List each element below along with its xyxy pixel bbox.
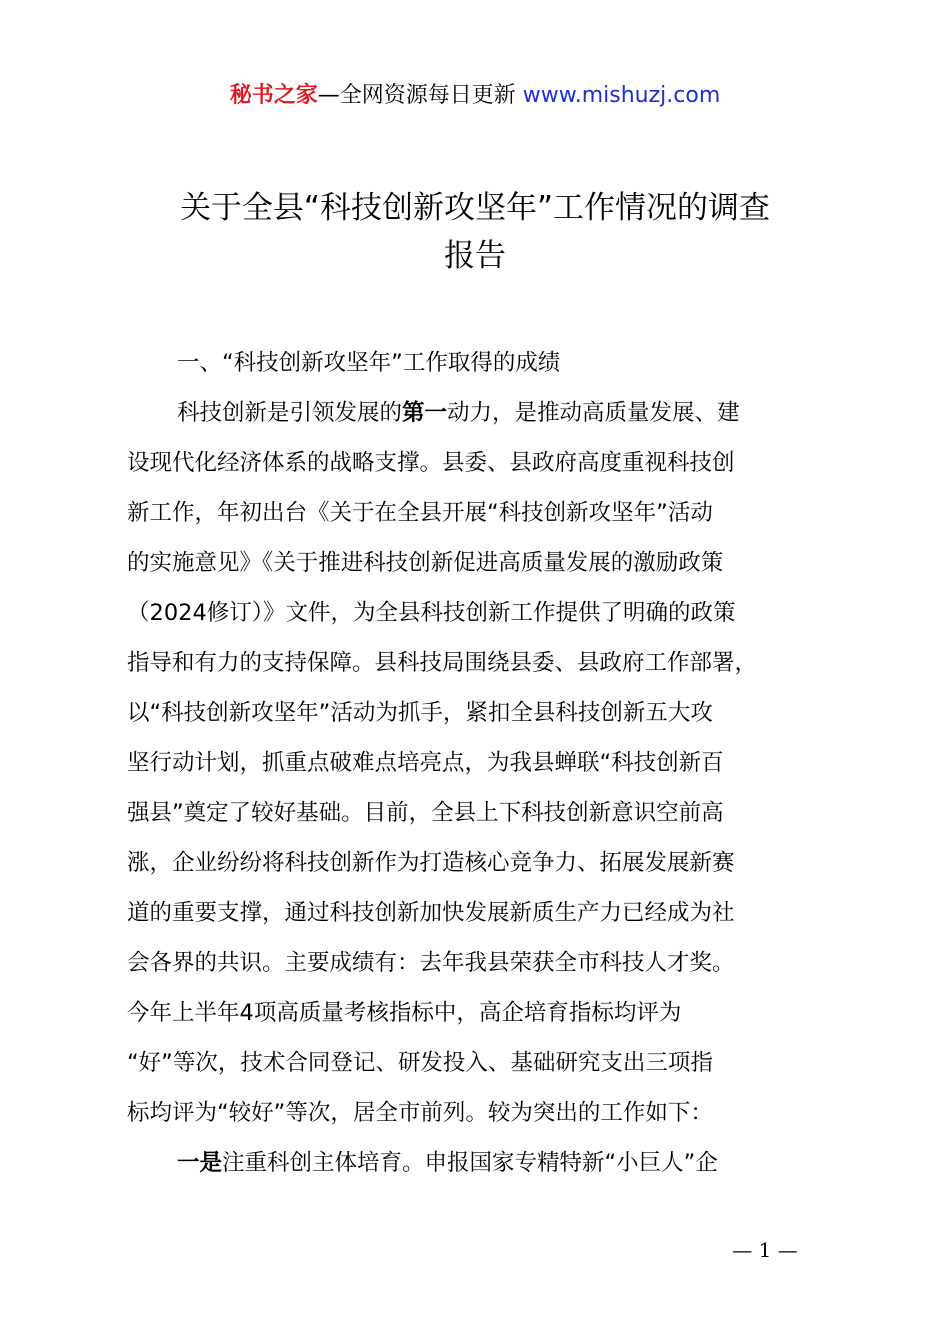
bold-emphasis: 第一 — [402, 400, 448, 426]
paragraph-line — [127, 388, 839, 438]
site-header — [0, 82, 950, 110]
paragraph-line: 标均评为“较好”等次，居全市前列。较为突出的工作如下： — [127, 1100, 713, 1126]
header-tagline: —全网资源每日更新 — [317, 83, 523, 108]
paragraph-line: 以“科技创新攻坚年”活动为抓手，紧扣全县科技创新五大攻 — [127, 700, 713, 726]
page-number: — 1 — — [732, 1238, 798, 1262]
site-url-link[interactable]: www.mishuzj.com — [522, 83, 721, 108]
document-title — [0, 184, 950, 280]
paragraph-line: 的实施意见》《关于推进科技创新促进高质量发展的激励政策 — [127, 550, 724, 576]
paragraph-line: 今年上半年4项高质量考核指标中，高企培育指标均评为 — [127, 1000, 682, 1026]
document-body — [127, 338, 839, 1188]
title-line-1: 关于全县“科技创新攻坚年”工作情况的调查 — [179, 190, 771, 226]
paragraph-line: 坚行动计划，抓重点破难点培亮点，为我县蝉联“科技创新百 — [127, 750, 724, 776]
text-run: 注重科创主体培育。申报国家专精特新“小巨人”企 — [222, 1150, 718, 1176]
paragraph-line: 设现代化经济体系的战略支撑。县委、县政府高度重视科技创 — [127, 450, 735, 476]
paragraph-line: 新工作，年初出台《关于在全县开展“科技创新攻坚年”活动 — [127, 500, 713, 526]
paragraph-line: 道的重要支撑，通过科技创新加快发展新质生产力已经成为社 — [127, 900, 735, 926]
paragraph-line: （2024修订）》文件，为全县科技创新工作提供了明确的政策 — [127, 600, 736, 626]
text-run: 科技创新是引领发展的 — [177, 400, 403, 426]
paragraph-line: 涨，企业纷纷将科技创新作为打造核心竞争力、拓展发展新赛 — [127, 850, 735, 876]
title-line-2: 报告 — [444, 238, 506, 274]
paragraph-line: 强县”奠定了较好基础。目前，全县上下科技创新意识空前高 — [127, 800, 724, 826]
paragraph-line — [127, 1138, 839, 1188]
bold-emphasis: 一是 — [177, 1150, 223, 1176]
brand-name: 秘书之家 — [229, 83, 318, 108]
paragraph-line: 会各界的共识。主要成绩有：去年我县荣获全市科技人才奖。 — [127, 950, 735, 976]
paragraph-line: 指导和有力的支持保障。县科技局围绕县委、县政府工作部署， — [127, 650, 758, 676]
paragraph-line: “好”等次，技术合同登记、研发投入、基础研究支出三项指 — [127, 1050, 713, 1076]
text-run: 动力，是推动高质量发展、建 — [447, 400, 740, 426]
section-heading: 一、“科技创新攻坚年”工作取得的成绩 — [177, 350, 561, 376]
